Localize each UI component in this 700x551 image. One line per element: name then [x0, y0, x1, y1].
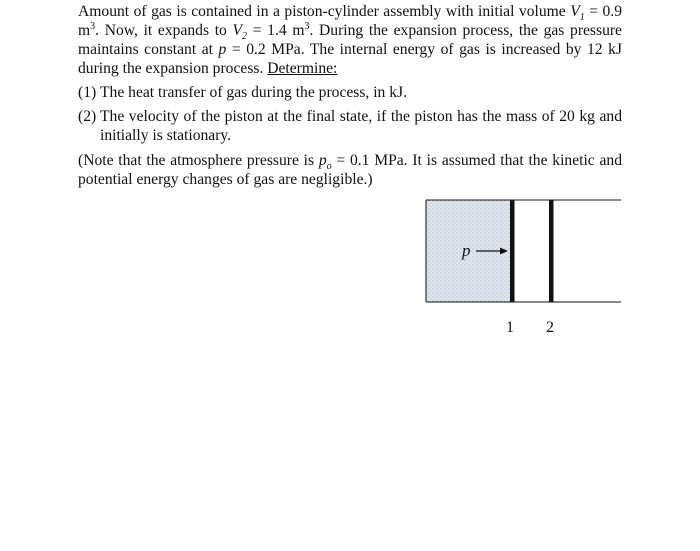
- symbol-v1: V: [570, 3, 580, 20]
- note-text-2: = 0.1 MPa. It is assumed that the kinetic and potential energy changes of gas are negligible.): [78, 152, 622, 188]
- symbol-p: p: [218, 41, 227, 58]
- determine-heading: Determine:: [267, 60, 338, 77]
- position-1-label: 1: [506, 319, 514, 336]
- position-2-label: 2: [546, 319, 554, 336]
- symbol-po: p: [318, 152, 327, 169]
- note-text-1: (Note that the atmosphere pressure is: [78, 152, 319, 169]
- intro-text-1: Amount of gas is contained in a piston-cylinder assembly with initial volume: [78, 3, 571, 20]
- piston-cylinder-diagram: [420, 196, 630, 341]
- intro-text-2: = 0.9 m: [78, 3, 622, 39]
- superscript-cubed-2: 3: [304, 20, 310, 32]
- question-number: (1): [78, 84, 97, 101]
- superscript-cubed: 3: [90, 20, 96, 32]
- symbol-v1-subscript: 1: [579, 12, 585, 24]
- note-paragraph: [78, 151, 622, 189]
- problem-statement: [78, 2, 622, 189]
- intro-text-4: = 1.4 m: [247, 22, 305, 39]
- piston-cylinder-svg: [420, 196, 630, 341]
- intro-text-3: . Now, it expands to: [95, 22, 233, 39]
- intro-text-6: = 0.2 MPa. The internal energy of gas is increased by 12 kJ during the expansion process.: [78, 41, 622, 77]
- pressure-label: p: [462, 241, 471, 260]
- problem-intro: [78, 2, 622, 78]
- question-1: [78, 83, 622, 102]
- symbol-v2-subscript: 2: [242, 31, 248, 43]
- piston-position-2: [549, 200, 554, 302]
- question-2: [78, 107, 622, 145]
- question-text: The heat transfer of gas during the process, in kJ.: [100, 84, 408, 101]
- intro-text-5: . During the expansion process, the gas pressure maintains constant at: [78, 22, 622, 58]
- piston-position-1: [510, 200, 515, 302]
- question-text: The velocity of the piston at the final state, if the piston has the mass of 20 kg and initially is stationary.: [100, 108, 622, 144]
- symbol-v2: V: [232, 22, 243, 39]
- question-number: (2): [78, 108, 97, 125]
- symbol-po-subscript: o: [326, 161, 332, 173]
